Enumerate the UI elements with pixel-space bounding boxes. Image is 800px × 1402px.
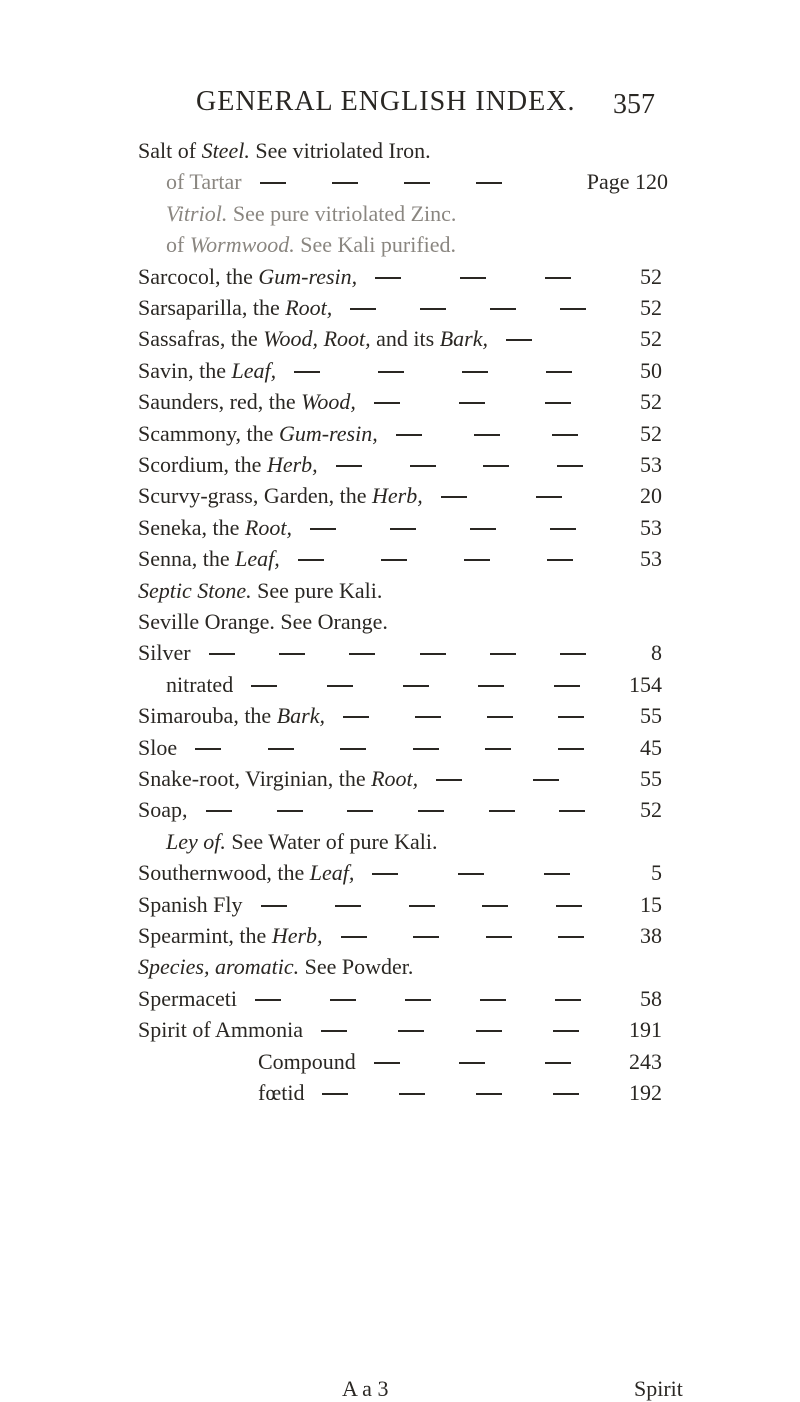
leader-dash	[375, 277, 401, 279]
leader-dash	[462, 371, 488, 373]
leader-dash	[487, 716, 513, 718]
entry-italic-text: Leaf,	[235, 546, 280, 572]
entry-text: Simarouba, the	[138, 703, 277, 729]
page-reference: 55	[640, 703, 662, 729]
leader-dash	[470, 528, 496, 530]
entry-italic-text: Bark,	[439, 326, 488, 352]
leader-dash	[413, 936, 439, 938]
entry-label	[138, 138, 431, 164]
entry-label	[138, 452, 318, 478]
leader-dash	[436, 779, 462, 781]
page-reference: 5	[651, 860, 662, 886]
entry-italic-text: Gum-resin,	[258, 263, 358, 289]
entry-label	[138, 326, 488, 352]
page-reference: 52	[640, 797, 662, 823]
leader-dash	[327, 685, 353, 687]
entry-text: nitrated	[166, 671, 234, 697]
page-reference: 38	[640, 923, 662, 948]
leader-dash	[556, 905, 582, 907]
leader-dash	[490, 653, 516, 655]
leader-dash	[557, 465, 583, 467]
entry-label	[258, 1049, 356, 1075]
entry-text: See pure Kali.	[251, 577, 383, 603]
leader-dash	[330, 999, 356, 1001]
leader-dash	[476, 182, 502, 184]
entry-text: of	[166, 232, 190, 258]
leader-dash	[340, 748, 366, 750]
entry-italic-text: Leaf,	[231, 357, 277, 383]
entry-text: Compound	[258, 1048, 356, 1074]
entry-italic-text: Leaf,	[309, 860, 355, 886]
page-reference: 53	[640, 546, 662, 572]
leader-dash	[310, 528, 336, 530]
signature-mark: A a 3	[342, 1376, 389, 1401]
entry-label	[138, 986, 237, 1012]
entry-label	[138, 797, 188, 823]
page-reference: 191	[629, 1017, 662, 1043]
leader-dash	[372, 873, 398, 875]
leader-dash	[459, 402, 485, 404]
leader-dash	[398, 1030, 424, 1032]
leader-dash	[298, 559, 324, 561]
leader-dash	[474, 434, 500, 436]
leader-dash	[506, 339, 532, 341]
leader-dash	[322, 1093, 348, 1095]
page-reference: 53	[640, 452, 662, 477]
entry-italic-text: Root,	[244, 514, 292, 540]
page-reference: 52	[640, 326, 662, 352]
leader-dash	[410, 465, 436, 467]
page-reference: Page 120	[586, 169, 668, 195]
page-reference: 53	[640, 514, 662, 540]
leader-dash	[413, 748, 439, 750]
entry-italic-text: Bark,	[276, 703, 325, 729]
leader-dash	[552, 434, 578, 436]
entry-text: Saunders, red, the	[138, 389, 302, 415]
leader-dash	[560, 308, 586, 310]
entry-label	[138, 860, 354, 886]
entry-label	[138, 735, 177, 761]
entry-text: Spirit of Ammonia	[138, 1017, 303, 1043]
entry-text: Soap,	[138, 797, 188, 823]
entry-italic-text: Herb,	[271, 923, 323, 948]
leader-dash	[374, 402, 400, 404]
leader-dash	[268, 748, 294, 750]
entry-text: Southernwood, the	[138, 860, 310, 886]
leader-dash	[483, 465, 509, 467]
entry-text: Spearmint, the	[138, 923, 272, 948]
leader-dash	[420, 308, 446, 310]
leader-dash	[476, 1093, 502, 1095]
leader-dash	[558, 748, 584, 750]
leader-dash	[294, 371, 320, 373]
leader-dash	[546, 371, 572, 373]
page-reference: 52	[640, 295, 662, 320]
leader-dash	[536, 496, 562, 498]
entry-text: Sassafras, the	[138, 326, 264, 352]
entry-label	[138, 1017, 303, 1043]
entry-italic-text: Wood,	[263, 326, 319, 352]
entry-text: Scammony, the	[138, 420, 279, 446]
page-reference: 50	[640, 357, 662, 383]
entry-text: Snake-root, Virginian, the	[138, 766, 372, 791]
page-reference: 52	[640, 263, 662, 289]
leader-dash	[255, 999, 281, 1001]
entry-text: fœtid	[258, 1080, 305, 1105]
leader-dash	[560, 653, 586, 655]
leader-dash	[195, 748, 221, 750]
leader-dash	[335, 905, 361, 907]
leader-dash	[464, 559, 490, 561]
leader-dash	[332, 182, 358, 184]
page-reference: 243	[629, 1048, 662, 1074]
entry-label	[138, 389, 356, 415]
leader-dash	[350, 308, 376, 310]
entry-label	[138, 295, 332, 321]
entry-label	[138, 421, 378, 447]
entry-italic-text: Herb,	[372, 483, 423, 509]
entry-text: and its	[370, 326, 440, 352]
page-reference: 154	[629, 671, 662, 697]
leader-dash	[420, 653, 446, 655]
leader-dash	[260, 182, 286, 184]
leader-dash	[415, 716, 441, 718]
leader-dash	[396, 434, 422, 436]
entry-label	[138, 546, 280, 572]
leader-dash	[347, 810, 373, 812]
page-reference: 45	[640, 734, 662, 760]
leader-dash	[209, 653, 235, 655]
leader-dash	[533, 779, 559, 781]
entry-text: See Powder.	[299, 954, 414, 980]
leader-dash	[547, 559, 573, 561]
entry-text: Sloe	[138, 734, 178, 760]
entry-text: Salt of	[138, 138, 202, 163]
entry-label	[138, 578, 382, 604]
page-reference: 192	[629, 1080, 662, 1105]
page-reference: 52	[640, 420, 662, 446]
entry-italic-text: Herb,	[266, 452, 318, 477]
entry-label	[138, 954, 413, 980]
leader-dash	[545, 402, 571, 404]
leader-dash	[476, 1030, 502, 1032]
leader-dash	[490, 308, 516, 310]
leader-dash	[399, 1093, 425, 1095]
entry-label	[166, 829, 438, 855]
entry-text: Sarsaparilla, the	[138, 295, 286, 320]
entry-text: Seneka, the	[138, 514, 245, 540]
leader-dash	[343, 716, 369, 718]
entry-text: Senna, the	[138, 546, 236, 572]
entry-label	[138, 703, 325, 729]
page-reference: 55	[640, 766, 662, 791]
entry-italic-text: Species, aromatic.	[138, 954, 300, 980]
entry-label	[138, 515, 292, 541]
entry-italic-text: Septic Stone.	[138, 577, 252, 603]
leader-dash	[277, 810, 303, 812]
entry-text: See Kali purified.	[294, 232, 457, 258]
leader-dash	[480, 999, 506, 1001]
entry-text: Scurvy-grass, Garden, the	[138, 483, 372, 509]
index-entry	[0, 1080, 800, 1116]
leader-dash	[489, 810, 515, 812]
leader-dash	[341, 936, 367, 938]
entry-label	[138, 892, 243, 918]
entry-label	[138, 640, 191, 666]
entry-label	[166, 232, 456, 258]
leader-dash	[279, 653, 305, 655]
entry-italic-text: Root,	[285, 295, 333, 320]
leader-dash	[349, 653, 375, 655]
leader-dash	[409, 905, 435, 907]
leader-dash	[261, 905, 287, 907]
page-reference: 58	[640, 985, 662, 1011]
entry-label	[166, 201, 456, 227]
leader-dash	[486, 936, 512, 938]
entry-text: Sarcocol, the	[138, 263, 259, 289]
entry-text: See Water of pure Kali.	[225, 828, 438, 854]
page-reference: 8	[651, 640, 662, 666]
entry-label	[138, 264, 357, 290]
leader-dash	[405, 999, 431, 1001]
leader-dash	[550, 528, 576, 530]
leader-dash	[458, 873, 484, 875]
entry-italic-text: Steel.	[201, 138, 250, 163]
leader-dash	[558, 936, 584, 938]
leader-dash	[418, 810, 444, 812]
leader-dash	[478, 685, 504, 687]
leader-dash	[251, 685, 277, 687]
entry-label	[138, 923, 323, 949]
entry-label	[258, 1080, 304, 1106]
entry-label	[138, 483, 423, 509]
entry-italic-text: Root,	[371, 766, 419, 791]
page-reference: 15	[640, 891, 662, 917]
leader-dash	[378, 371, 404, 373]
entry-italic-text: Gum-resin,	[278, 420, 378, 446]
leader-dash	[545, 1062, 571, 1064]
leader-dash	[404, 182, 430, 184]
entry-italic-text: Wormwood.	[189, 232, 295, 258]
leader-dash	[554, 685, 580, 687]
leader-dash	[553, 1030, 579, 1032]
leader-dash	[555, 999, 581, 1001]
leader-dash	[441, 496, 467, 498]
leader-dash	[403, 685, 429, 687]
catchword: Spirit	[634, 1376, 683, 1401]
leader-dash	[558, 716, 584, 718]
leader-dash	[553, 1093, 579, 1095]
entry-label	[138, 609, 388, 635]
leader-dash	[336, 465, 362, 467]
entry-text: Silver	[138, 640, 191, 666]
leader-dash	[459, 1062, 485, 1064]
leader-dash	[374, 1062, 400, 1064]
entry-italic-text: Vitriol.	[166, 200, 228, 226]
entry-label	[138, 358, 276, 384]
entry-text: Spanish Fly	[138, 891, 243, 917]
entry-text: Scordium, the	[138, 452, 267, 477]
entry-label	[166, 169, 242, 195]
page-reference: 20	[640, 483, 662, 509]
leader-dash	[206, 810, 232, 812]
entry-italic-text: Root,	[323, 326, 371, 352]
entry-label	[138, 766, 418, 792]
leader-dash	[544, 873, 570, 875]
entry-text: See pure vitriolated Zinc.	[227, 200, 457, 226]
leader-dash	[321, 1030, 347, 1032]
leader-dash	[485, 748, 511, 750]
entry-italic-text: Ley of.	[166, 828, 226, 854]
leader-dash	[460, 277, 486, 279]
entry-text: of Tartar	[166, 169, 242, 195]
leader-dash	[482, 905, 508, 907]
entry-italic-text: Wood,	[301, 389, 356, 415]
leader-dash	[559, 810, 585, 812]
page-number: 357	[613, 89, 655, 120]
page-reference: 52	[640, 389, 662, 415]
entry-label	[166, 672, 233, 698]
entry-text: Seville Orange. See Orange.	[138, 609, 388, 634]
leader-dash	[381, 559, 407, 561]
leader-dash	[545, 277, 571, 279]
entry-text: Spermaceti	[138, 985, 237, 1011]
entry-text: See vitriolated Iron.	[249, 138, 431, 163]
page-header: GENERAL ENGLISH INDEX.	[196, 86, 576, 117]
leader-dash	[390, 528, 416, 530]
entry-text: Savin, the	[138, 357, 232, 383]
